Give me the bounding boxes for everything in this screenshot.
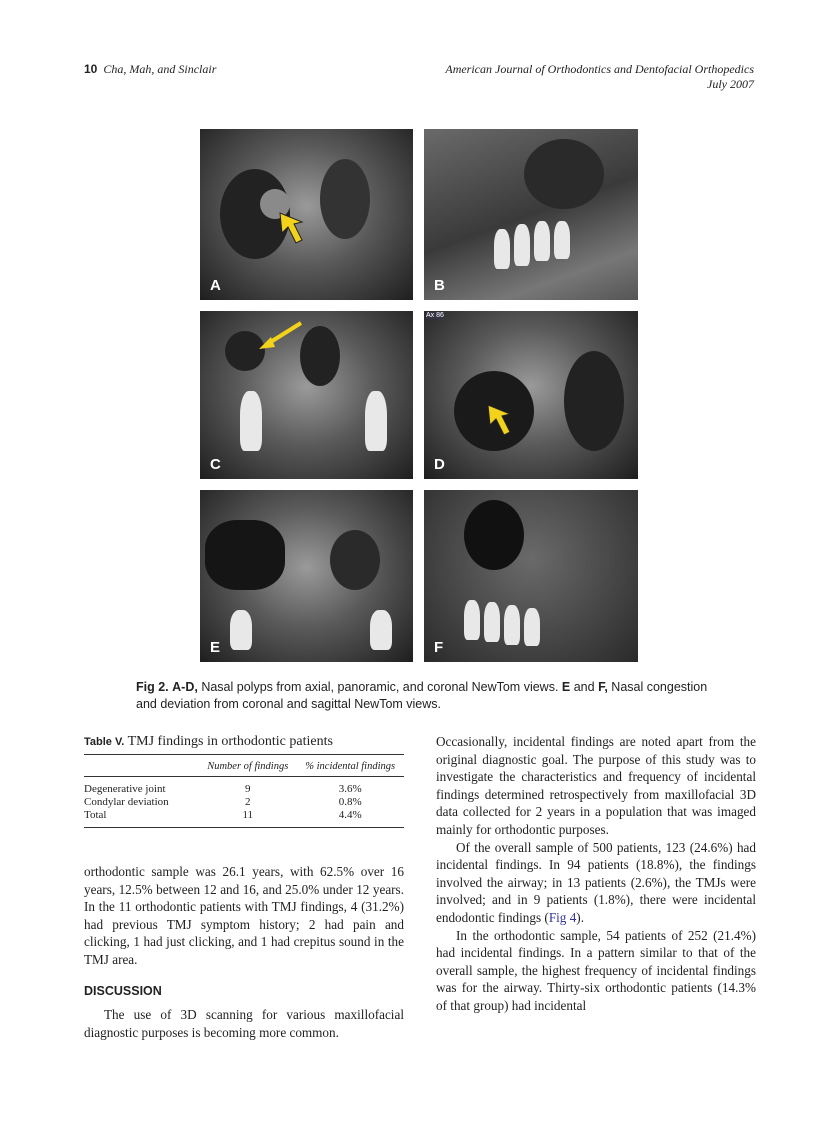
column-header: % incidental findings bbox=[296, 755, 404, 777]
figure-panel-d bbox=[424, 311, 638, 479]
table-header-row bbox=[84, 755, 404, 777]
running-header-right bbox=[445, 62, 754, 92]
panel-label: C bbox=[210, 456, 221, 473]
paragraph: In the orthodontic sample, 54 patients of 252 (21.4%) had incidental findings. In a pattern similar to that of the overall sample, the highest frequency of incidental findings was for the airway. Thirty-six orthodontic patients (14.3% of that group) had incidental bbox=[436, 927, 756, 1013]
table-row bbox=[84, 809, 404, 828]
table-cell: 2 bbox=[245, 796, 251, 808]
page-number: 10 bbox=[84, 62, 98, 76]
table-caption: TMJ findings in orthodontic patients bbox=[127, 734, 333, 749]
figure-panel-c bbox=[200, 311, 413, 479]
table-row bbox=[84, 796, 404, 809]
table-row bbox=[84, 777, 404, 797]
caption-part-label: E bbox=[561, 680, 571, 694]
table-cell: 4.4% bbox=[338, 809, 362, 821]
paragraph: orthodontic sample was 26.1 years, with 62.5% over 16 years, 12.5% between 12 and 16, and 25.0% under 12 years. In the 11 orthodontic patients with TMJ findings, 4 (31.2%) had previous TMJ symptom history; 2 had pain and clicking, 1 had just clicking, and 1 had crepitus sound in the TMJ area. bbox=[84, 864, 404, 967]
view-overlay-label: Ax 86 bbox=[426, 312, 444, 319]
running-header-left bbox=[84, 62, 216, 77]
table-cell: Condylar deviation bbox=[84, 796, 169, 808]
figure-link[interactable]: Fig 4 bbox=[548, 909, 577, 925]
paragraph bbox=[436, 839, 756, 927]
panel-label: F bbox=[434, 639, 444, 656]
section-heading: DISCUSSION bbox=[84, 983, 162, 998]
table-v bbox=[84, 734, 404, 828]
table-cell: 9 bbox=[245, 783, 251, 795]
caption-text: Nasal congestion and deviation from coronal and sagittal NewTom views. bbox=[136, 680, 708, 711]
arrow-icon bbox=[255, 319, 305, 359]
figure-panel-a bbox=[200, 129, 413, 300]
authors: Cha, Mah, and Sinclair bbox=[103, 62, 217, 76]
figure-caption bbox=[136, 679, 716, 713]
arrow-icon bbox=[278, 211, 308, 247]
panel-label: E bbox=[210, 639, 221, 656]
issue-date: July 2007 bbox=[707, 77, 754, 91]
arrow-icon bbox=[486, 403, 514, 437]
column-header bbox=[84, 755, 199, 777]
table-cell: 3.6% bbox=[338, 783, 362, 795]
figure-panel-f bbox=[424, 490, 638, 662]
panel-label: D bbox=[434, 456, 445, 473]
caption-part-label: A-D, bbox=[172, 680, 198, 694]
caption-label: Fig 2. bbox=[136, 680, 169, 694]
column-header: Number of findings bbox=[199, 755, 296, 777]
paragraph: Occasionally, incidental findings are noted apart from the original diagnostic goal. The purpose of this study was to investigate the characteristics and frequency of incidental findings determined retrospectively from maxillofacial 3D data collected for 2 years in a population that was imaged mainly for orthodontic purposes. bbox=[436, 734, 756, 837]
right-column bbox=[436, 733, 756, 1015]
left-column bbox=[84, 863, 404, 1041]
panel-label: B bbox=[434, 277, 445, 294]
paragraph: The use of 3D scanning for various maxillofacial diagnostic purposes is becoming more common. bbox=[84, 1007, 404, 1040]
caption-text: Nasal polyps from axial, panoramic, and coronal NewTom views. bbox=[201, 680, 559, 694]
paragraph-text: Of the overall sample of 500 patients, 123 (24.6%) had incidental findings. In 94 patients (18.8%), the findings involved the airway; in 13 patients (2.6%), the TMJs were involved; and in 9 patients (1.8%), there were incidental endodontic findings ( bbox=[436, 839, 756, 925]
paragraph-text: ). bbox=[576, 909, 584, 925]
caption-text: and bbox=[573, 680, 595, 694]
figure-panel-e bbox=[200, 490, 413, 662]
table-title bbox=[84, 734, 404, 750]
table-cell: Degenerative joint bbox=[84, 783, 166, 795]
table-cell: Total bbox=[84, 809, 107, 821]
caption-part-label: F, bbox=[598, 680, 608, 694]
table-label: Table V. bbox=[84, 736, 125, 748]
journal-title: American Journal of Orthodontics and Dentofacial Orthopedics bbox=[445, 62, 754, 76]
table-cell: 11 bbox=[242, 809, 254, 821]
panel-label: A bbox=[210, 277, 221, 294]
table-cell: 0.8% bbox=[338, 796, 362, 808]
figure-panel-b bbox=[424, 129, 638, 300]
